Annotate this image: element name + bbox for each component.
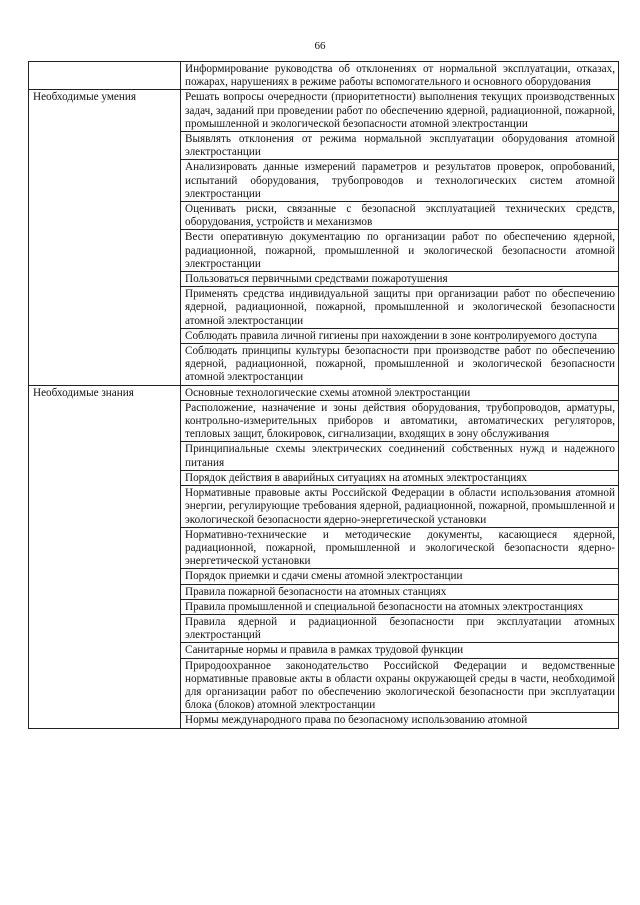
requirement-item: Информирование руководства об отклонениях от нормальной эксплуатации, отказах, пожарах, нарушениях в режиме работы вспомогательного и основного оборудования: [181, 62, 619, 90]
table-row: [29, 62, 619, 90]
competency-table: [28, 61, 619, 729]
requirement-item: Принципиальные схемы электрических соединений собственных нужд и надежного питания: [181, 442, 619, 470]
requirement-item: Основные технологические схемы атомной электростанции: [181, 385, 619, 400]
requirement-item: Анализировать данные измерений параметров и результатов проверок, опробований, испытаний оборудования, трубопроводов и технологических систем атомной электростанции: [181, 160, 619, 202]
section-label: Необходимые знания: [29, 385, 181, 728]
requirement-item: Выявлять отклонения от режима нормальной эксплуатации оборудования атомной электростанции: [181, 132, 619, 160]
requirement-item: Пользоваться первичными средствами пожаротушения: [181, 272, 619, 287]
requirement-item: Решать вопросы очередности (приоритетности) выполнения текущих производственных задач, заданий при проведении работ по обеспечению ядерной, радиационной, пожарной, промышленной и экологической безопасности атомной электростанции: [181, 90, 619, 132]
requirement-item: Оценивать риски, связанные с безопасной эксплуатацией технических средств, оборудования, устройств и механизмов: [181, 202, 619, 230]
requirement-item: Правила ядерной и радиационной безопасности при эксплуатации атомных электростанций: [181, 614, 619, 642]
requirement-item: Расположение, назначение и зоны действия оборудования, трубопроводов, арматуры, контрольно-измерительных приборов и автоматики, автоматических регуляторов, тепловых защит, блокировок, сигнализации, входящих в зону обслуживания: [181, 400, 619, 442]
requirement-item: Порядок приемки и сдачи смены атомной электростанции: [181, 569, 619, 584]
requirement-item: Соблюдать правила личной гигиены при нахождении в зоне контролируемого доступа: [181, 328, 619, 343]
section-label: Необходимые умения: [29, 90, 181, 385]
requirement-item: Природоохранное законодательство Российской Федерации и ведомственные нормативные правовые акты в области охраны окружающей среды в части, необходимой для организации работ по обеспечению экологической безопасности при эксплуатации блока (блоков) атомной электростанции: [181, 658, 619, 713]
table-row: [29, 385, 619, 400]
section-label: [29, 62, 181, 90]
table-row: [29, 90, 619, 132]
requirement-item: Применять средства индивидуальной защиты при организации работ по обеспечению ядерной, радиационной, пожарной, промышленной и экологической безопасности атомной электростанции: [181, 287, 619, 329]
requirement-item: Правила промышленной и специальной безопасности на атомных электростанциях: [181, 599, 619, 614]
requirement-item: Нормативно-технические и методические документы, касающиеся ядерной, радиационной, пожарной, промышленной и экологической безопасности ядерно-энергетической установки: [181, 527, 619, 569]
requirement-item: Правила пожарной безопасности на атомных станциях: [181, 584, 619, 599]
competency-table-body: [29, 62, 619, 729]
page-number: 66: [314, 40, 326, 52]
requirement-item: Вести оперативную документацию по организации работ по обеспечению ядерной, радиационной, пожарной, промышленной и экологической безопасности атомной электростанции: [181, 230, 619, 272]
requirement-item: Санитарные нормы и правила в рамках трудовой функции: [181, 643, 619, 658]
requirement-item: Нормы международного права по безопасному использованию атомной: [181, 713, 619, 728]
requirement-item: Нормативные правовые акты Российской Федерации в области использования атомной энергии, регулирующие требования ядерной, радиационной, пожарной, промышленной и экологической безопасности ядерно-энергетической установки: [181, 486, 619, 528]
requirement-item: Соблюдать принципы культуры безопасности при производстве работ по обеспечению ядерной, радиационной, пожарной, промышленной и экологической безопасности атомной электростанции: [181, 344, 619, 386]
requirement-item: Порядок действия в аварийных ситуациях на атомных электростанциях: [181, 470, 619, 485]
